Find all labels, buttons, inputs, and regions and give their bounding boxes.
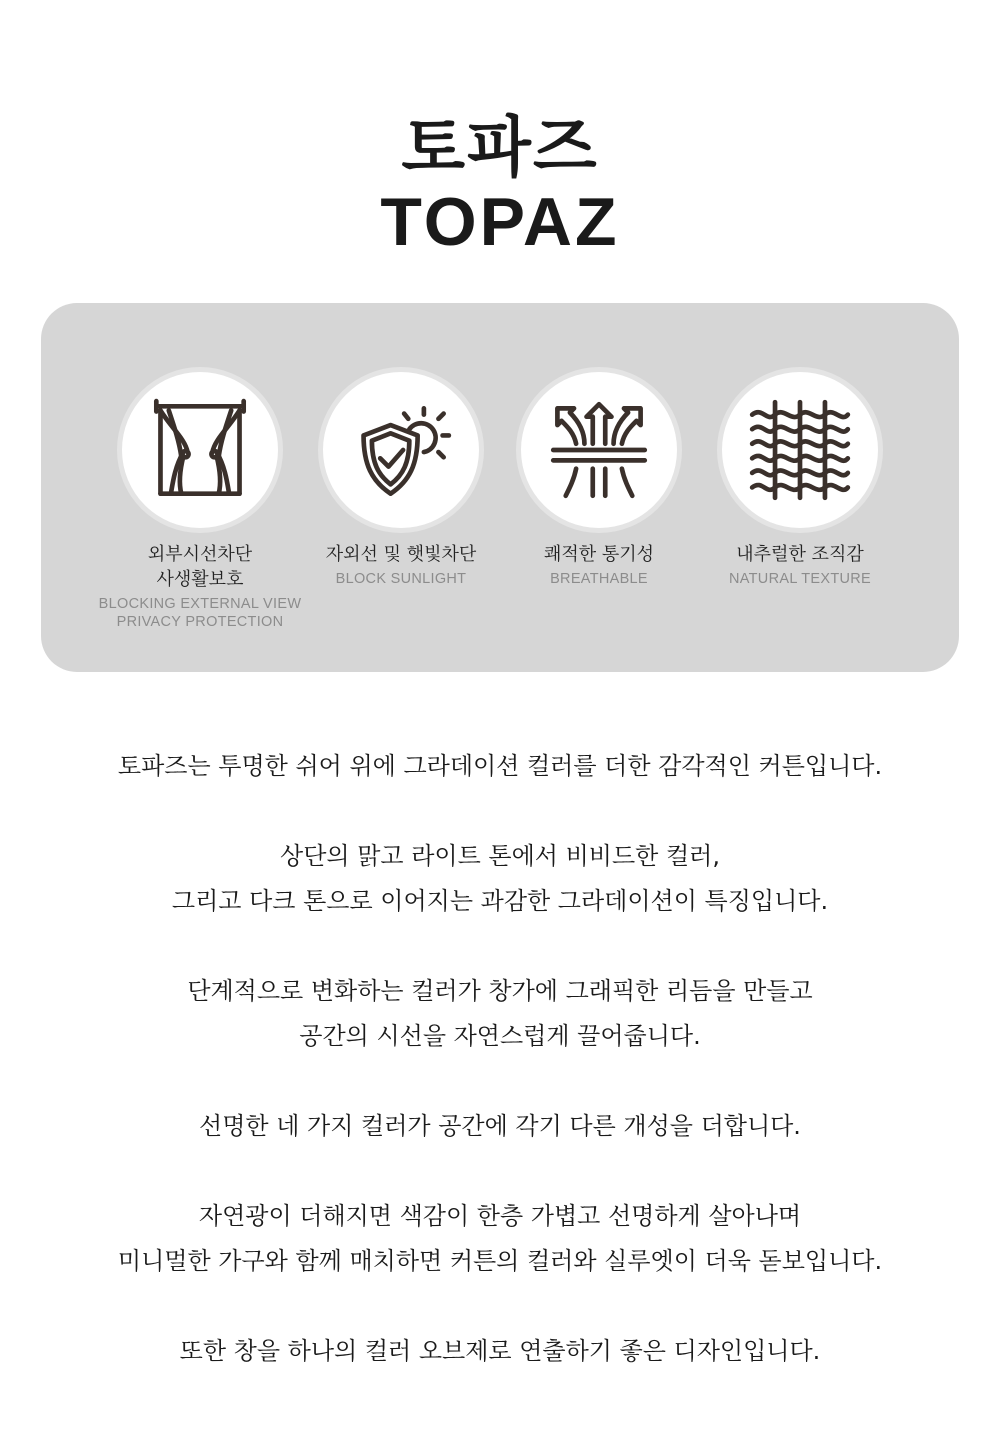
product-title-korean: 토파즈 [401, 109, 599, 186]
description-paragraph [0, 1329, 1000, 1374]
description-line: 선명한 네 가지 컬러가 공간에 각기 다른 개성을 더합니다. [199, 1112, 801, 1140]
feature-label-english [291, 570, 511, 588]
feature-caption-line: PRIVACY PROTECTION [116, 614, 284, 630]
feature-sunlight [291, 372, 511, 588]
description-paragraph [0, 834, 1000, 924]
description-line: 또한 창을 하나의 컬러 오브제로 연출하기 좋은 디자인입니다. [179, 1337, 821, 1365]
description-paragraph [0, 1194, 1000, 1284]
feature-label-korean [690, 542, 910, 567]
feature-texture [690, 372, 910, 588]
feature-icon-circle [323, 372, 479, 528]
feature-caption-line: BREATHABLE [550, 571, 648, 587]
feature-icon-circle [521, 372, 677, 528]
feature-icon-circle [122, 372, 278, 528]
feature-label-english [489, 570, 709, 588]
description-line: 토파즈는 투명한 쉬어 위에 그라데이션 컬러를 더한 감각적인 커튼입니다. [117, 752, 883, 780]
description-line: 단계적으로 변화하는 컬러가 창가에 그래픽한 리듬을 만들고 [187, 977, 813, 1005]
description-line: 그리고 다크 톤으로 이어지는 과감한 그라데이션이 특징입니다. [171, 887, 829, 915]
feature-panel [41, 303, 959, 672]
description-line: 상단의 맑고 라이트 톤에서 비비드한 컬러, [280, 842, 720, 870]
description-paragraph [0, 744, 1000, 789]
product-title-block [0, 108, 1000, 262]
description-paragraph [0, 969, 1000, 1059]
description-line: 공간의 시선을 자연스럽게 끌어줍니다. [299, 1022, 701, 1050]
product-description [0, 744, 1000, 1419]
feature-caption-line: BLOCKING EXTERNAL VIEW [98, 596, 302, 612]
feature-label-english [90, 595, 310, 631]
feature-label-line: 내추럴한 조직감 [736, 544, 864, 565]
description-line: 미니멀한 가구와 함께 매치하면 커튼의 컬러와 실루엣이 더욱 돋보입니다. [117, 1247, 883, 1275]
description-paragraph [0, 1104, 1000, 1149]
description-line: 자연광이 더해지면 색감이 한층 가볍고 선명하게 살아나며 [198, 1202, 802, 1230]
shield-sun-icon [349, 398, 453, 502]
feature-breathable [489, 372, 709, 588]
feature-privacy [90, 372, 310, 631]
feature-label-line: 자외선 및 햇빛차단 [325, 544, 477, 565]
product-title-english: TOPAZ [380, 184, 620, 260]
fabric-texture-icon [748, 398, 852, 502]
breathable-icon [547, 398, 651, 502]
feature-label-korean [90, 542, 310, 592]
feature-label-korean [489, 542, 709, 567]
feature-caption-line: BLOCK SUNLIGHT [335, 571, 467, 587]
feature-label-line: 쾌적한 통기성 [543, 544, 655, 565]
feature-icon-circle [722, 372, 878, 528]
curtain-icon [148, 398, 252, 502]
feature-caption-line: NATURAL TEXTURE [728, 571, 871, 587]
feature-label-line: 외부시선차단 [147, 544, 253, 565]
feature-label-korean [291, 542, 511, 567]
feature-label-english [690, 570, 910, 588]
feature-label-line: 사생활보호 [156, 569, 244, 590]
